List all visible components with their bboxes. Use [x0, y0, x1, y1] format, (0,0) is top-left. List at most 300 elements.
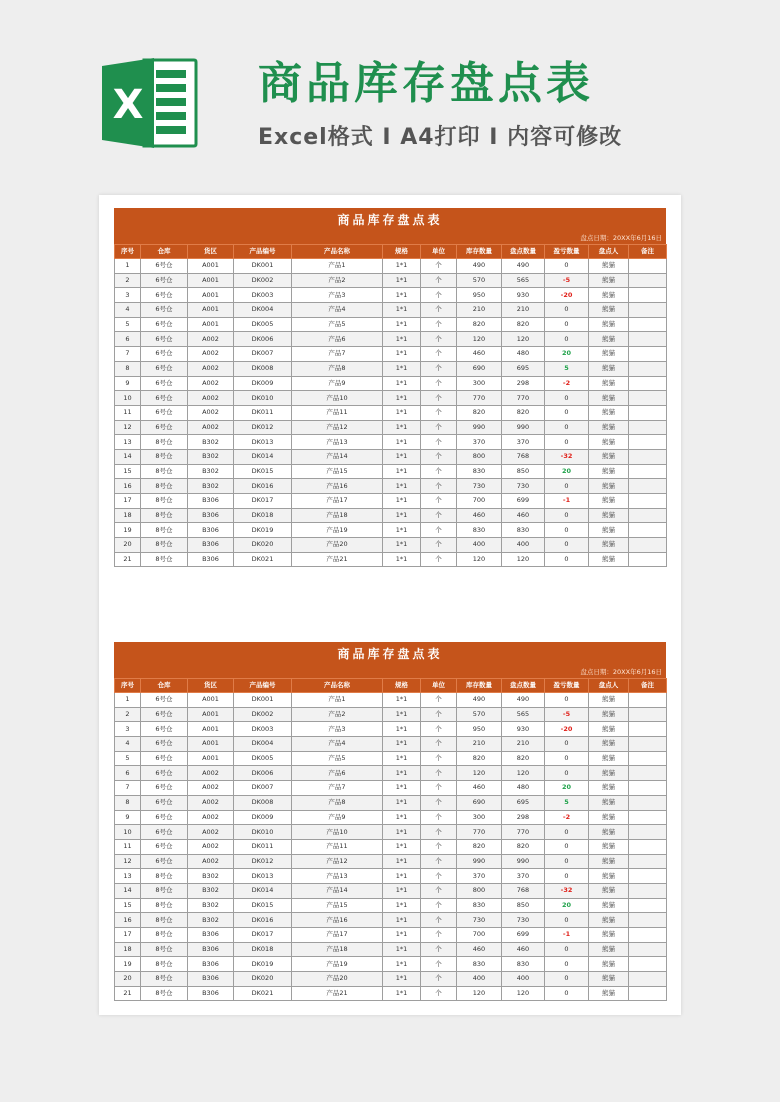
cell-diff-qty: 0	[545, 737, 589, 752]
table-row	[115, 942, 667, 957]
cell-diff-qty: 20	[545, 347, 589, 362]
cell-index: 16	[115, 479, 141, 494]
table-row	[115, 552, 667, 567]
cell-counter: 熊猫	[589, 913, 629, 928]
cell-unit: 个	[421, 303, 457, 318]
cell-count-qty: 480	[502, 781, 545, 796]
cell-remark	[629, 508, 667, 523]
column-header-stock-qty: 库存数量	[457, 679, 502, 693]
cell-zone: B302	[188, 449, 234, 464]
cell-spec: 1*1	[383, 435, 421, 450]
cell-warehouse: 8号仓	[141, 869, 188, 884]
cell-stock-qty: 950	[457, 722, 502, 737]
cell-count-qty: 210	[502, 737, 545, 752]
table-row	[115, 347, 667, 362]
cell-spec: 1*1	[383, 898, 421, 913]
cell-zone: A001	[188, 722, 234, 737]
cell-count-qty: 830	[502, 957, 545, 972]
cell-spec: 1*1	[383, 869, 421, 884]
table-row	[115, 523, 667, 538]
cell-counter: 熊猫	[589, 273, 629, 288]
cell-warehouse: 6号仓	[141, 376, 188, 391]
cell-product-code: DK009	[234, 376, 292, 391]
table-row	[115, 273, 667, 288]
inventory-sheet-2	[114, 642, 666, 1001]
table-row	[115, 795, 667, 810]
cell-diff-qty: 0	[545, 435, 589, 450]
column-header-unit: 单位	[421, 679, 457, 693]
cell-index: 10	[115, 825, 141, 840]
cell-diff-qty: 0	[545, 538, 589, 553]
cell-warehouse: 8号仓	[141, 449, 188, 464]
cell-count-qty: 850	[502, 898, 545, 913]
cell-spec: 1*1	[383, 928, 421, 943]
cell-unit: 个	[421, 693, 457, 708]
cell-index: 20	[115, 972, 141, 987]
cell-warehouse: 6号仓	[141, 722, 188, 737]
column-header-diff-qty: 盈亏数量	[545, 245, 589, 259]
table-row	[115, 464, 667, 479]
cell-diff-qty: 0	[545, 303, 589, 318]
cell-diff-qty: -1	[545, 928, 589, 943]
cell-product-code: DK012	[234, 420, 292, 435]
cell-warehouse: 6号仓	[141, 825, 188, 840]
cell-remark	[629, 722, 667, 737]
cell-diff-qty: 20	[545, 781, 589, 796]
cell-zone: A001	[188, 707, 234, 722]
cell-zone: A002	[188, 376, 234, 391]
cell-index: 4	[115, 303, 141, 318]
table-row	[115, 693, 667, 708]
table-row	[115, 722, 667, 737]
cell-zone: B302	[188, 435, 234, 450]
cell-unit: 个	[421, 707, 457, 722]
cell-count-qty: 820	[502, 839, 545, 854]
cell-zone: B306	[188, 552, 234, 567]
cell-zone: A001	[188, 751, 234, 766]
cell-count-qty: 400	[502, 538, 545, 553]
cell-unit: 个	[421, 288, 457, 303]
cell-remark	[629, 332, 667, 347]
cell-index: 18	[115, 942, 141, 957]
cell-zone: A001	[188, 273, 234, 288]
cell-product-code: DK008	[234, 361, 292, 376]
table-row	[115, 376, 667, 391]
cell-stock-qty: 820	[457, 751, 502, 766]
cell-stock-qty: 400	[457, 972, 502, 987]
cell-warehouse: 8号仓	[141, 523, 188, 538]
cell-diff-qty: -1	[545, 494, 589, 509]
cell-product-code: DK021	[234, 552, 292, 567]
cell-stock-qty: 210	[457, 303, 502, 318]
cell-zone: A002	[188, 420, 234, 435]
cell-unit: 个	[421, 766, 457, 781]
table-row	[115, 494, 667, 509]
table-row	[115, 303, 667, 318]
cell-product-name: 产品10	[292, 825, 383, 840]
cell-product-name: 产品15	[292, 464, 383, 479]
column-header-remark: 备注	[629, 245, 667, 259]
cell-unit: 个	[421, 391, 457, 406]
cell-product-code: DK007	[234, 347, 292, 362]
cell-count-qty: 695	[502, 795, 545, 810]
cell-diff-qty: 0	[545, 405, 589, 420]
cell-stock-qty: 990	[457, 854, 502, 869]
table-row	[115, 972, 667, 987]
cell-count-qty: 565	[502, 707, 545, 722]
cell-diff-qty: 0	[545, 766, 589, 781]
cell-product-code: DK004	[234, 737, 292, 752]
cell-spec: 1*1	[383, 376, 421, 391]
cell-stock-qty: 800	[457, 449, 502, 464]
cell-zone: B306	[188, 986, 234, 1001]
cell-warehouse: 6号仓	[141, 288, 188, 303]
cell-counter: 熊猫	[589, 405, 629, 420]
cell-diff-qty: 0	[545, 972, 589, 987]
cell-remark	[629, 883, 667, 898]
table-row	[115, 957, 667, 972]
cell-diff-qty: 0	[545, 479, 589, 494]
cell-spec: 1*1	[383, 479, 421, 494]
cell-index: 18	[115, 508, 141, 523]
cell-diff-qty: 0	[545, 332, 589, 347]
cell-unit: 个	[421, 737, 457, 752]
cell-remark	[629, 464, 667, 479]
cell-diff-qty: -2	[545, 810, 589, 825]
cell-remark	[629, 928, 667, 943]
cell-index: 9	[115, 376, 141, 391]
cell-counter: 熊猫	[589, 303, 629, 318]
cell-count-qty: 930	[502, 288, 545, 303]
cell-unit: 个	[421, 538, 457, 553]
cell-index: 4	[115, 737, 141, 752]
cell-diff-qty: 0	[545, 259, 589, 274]
cell-unit: 个	[421, 839, 457, 854]
cell-count-qty: 400	[502, 972, 545, 987]
cell-spec: 1*1	[383, 523, 421, 538]
cell-count-qty: 480	[502, 347, 545, 362]
cell-diff-qty: 20	[545, 898, 589, 913]
table-row	[115, 869, 667, 884]
cell-diff-qty: -5	[545, 707, 589, 722]
cell-product-code: DK002	[234, 273, 292, 288]
cell-stock-qty: 770	[457, 825, 502, 840]
cell-index: 8	[115, 361, 141, 376]
cell-zone: A002	[188, 361, 234, 376]
cell-count-qty: 210	[502, 303, 545, 318]
cell-index: 17	[115, 494, 141, 509]
column-header-warehouse: 仓库	[141, 245, 188, 259]
cell-remark	[629, 259, 667, 274]
cell-zone: B306	[188, 957, 234, 972]
cell-product-name: 产品7	[292, 347, 383, 362]
cell-diff-qty: 5	[545, 361, 589, 376]
cell-spec: 1*1	[383, 508, 421, 523]
cell-product-code: DK017	[234, 494, 292, 509]
cell-unit: 个	[421, 405, 457, 420]
cell-warehouse: 6号仓	[141, 839, 188, 854]
column-header-product-name: 产品名称	[292, 245, 383, 259]
cell-count-qty: 298	[502, 810, 545, 825]
cell-warehouse: 6号仓	[141, 766, 188, 781]
cell-unit: 个	[421, 332, 457, 347]
cell-index: 8	[115, 795, 141, 810]
cell-product-code: DK017	[234, 928, 292, 943]
cell-count-qty: 830	[502, 523, 545, 538]
cell-product-code: DK009	[234, 810, 292, 825]
cell-spec: 1*1	[383, 972, 421, 987]
cell-unit: 个	[421, 479, 457, 494]
cell-product-name: 产品17	[292, 928, 383, 943]
cell-product-name: 产品2	[292, 273, 383, 288]
cell-product-code: DK021	[234, 986, 292, 1001]
cell-spec: 1*1	[383, 420, 421, 435]
cell-count-qty: 460	[502, 942, 545, 957]
cell-product-code: DK004	[234, 303, 292, 318]
table-row	[115, 707, 667, 722]
cell-unit: 个	[421, 928, 457, 943]
cell-product-name: 产品4	[292, 737, 383, 752]
cell-warehouse: 8号仓	[141, 986, 188, 1001]
cell-zone: B302	[188, 898, 234, 913]
cell-count-qty: 370	[502, 435, 545, 450]
cell-remark	[629, 494, 667, 509]
cell-diff-qty: 0	[545, 317, 589, 332]
cell-product-name: 产品6	[292, 766, 383, 781]
cell-counter: 熊猫	[589, 538, 629, 553]
table-row	[115, 737, 667, 752]
cell-spec: 1*1	[383, 464, 421, 479]
cell-product-name: 产品13	[292, 869, 383, 884]
cell-warehouse: 6号仓	[141, 405, 188, 420]
cell-diff-qty: 5	[545, 795, 589, 810]
cell-spec: 1*1	[383, 361, 421, 376]
cell-product-code: DK020	[234, 538, 292, 553]
cell-warehouse: 8号仓	[141, 552, 188, 567]
table-row	[115, 898, 667, 913]
cell-remark	[629, 449, 667, 464]
cell-product-code: DK003	[234, 722, 292, 737]
cell-index: 12	[115, 420, 141, 435]
cell-spec: 1*1	[383, 494, 421, 509]
cell-zone: B302	[188, 464, 234, 479]
cell-unit: 个	[421, 449, 457, 464]
cell-stock-qty: 210	[457, 737, 502, 752]
table-row	[115, 449, 667, 464]
cell-counter: 熊猫	[589, 972, 629, 987]
cell-counter: 熊猫	[589, 883, 629, 898]
cell-count-qty: 730	[502, 479, 545, 494]
cell-spec: 1*1	[383, 538, 421, 553]
cell-index: 2	[115, 707, 141, 722]
cell-product-name: 产品21	[292, 986, 383, 1001]
cell-zone: A002	[188, 332, 234, 347]
cell-remark	[629, 405, 667, 420]
cell-count-qty: 460	[502, 508, 545, 523]
cell-remark	[629, 376, 667, 391]
cell-remark	[629, 288, 667, 303]
cell-zone: B306	[188, 494, 234, 509]
cell-counter: 熊猫	[589, 942, 629, 957]
cell-stock-qty: 570	[457, 707, 502, 722]
cell-warehouse: 6号仓	[141, 420, 188, 435]
cell-stock-qty: 820	[457, 839, 502, 854]
cell-stock-qty: 370	[457, 869, 502, 884]
cell-counter: 熊猫	[589, 332, 629, 347]
cell-product-code: DK010	[234, 391, 292, 406]
cell-warehouse: 8号仓	[141, 464, 188, 479]
cell-spec: 1*1	[383, 693, 421, 708]
table-row	[115, 825, 667, 840]
cell-product-name: 产品9	[292, 376, 383, 391]
cell-product-name: 产品16	[292, 479, 383, 494]
cell-zone: B306	[188, 928, 234, 943]
cell-counter: 熊猫	[589, 839, 629, 854]
sheet-date: 盘点日期：20XX年6月16日	[114, 666, 666, 678]
cell-zone: A001	[188, 259, 234, 274]
cell-product-code: DK011	[234, 405, 292, 420]
cell-warehouse: 6号仓	[141, 391, 188, 406]
cell-count-qty: 768	[502, 883, 545, 898]
cell-unit: 个	[421, 825, 457, 840]
cell-zone: B306	[188, 972, 234, 987]
cell-stock-qty: 460	[457, 347, 502, 362]
sheet-title: 商品库存盘点表	[114, 208, 666, 232]
cell-index: 5	[115, 317, 141, 332]
inventory-table	[114, 678, 667, 1001]
cell-counter: 熊猫	[589, 810, 629, 825]
cell-count-qty: 850	[502, 464, 545, 479]
cell-unit: 个	[421, 420, 457, 435]
cell-diff-qty: 20	[545, 464, 589, 479]
cell-index: 1	[115, 259, 141, 274]
cell-unit: 个	[421, 883, 457, 898]
cell-product-name: 产品20	[292, 972, 383, 987]
cell-stock-qty: 570	[457, 273, 502, 288]
cell-index: 19	[115, 523, 141, 538]
cell-warehouse: 8号仓	[141, 972, 188, 987]
cell-zone: B306	[188, 508, 234, 523]
cell-counter: 熊猫	[589, 361, 629, 376]
cell-unit: 个	[421, 347, 457, 362]
cell-product-code: DK012	[234, 854, 292, 869]
cell-remark	[629, 273, 667, 288]
cell-diff-qty: 0	[545, 957, 589, 972]
cell-diff-qty: 0	[545, 942, 589, 957]
column-header-diff-qty: 盈亏数量	[545, 679, 589, 693]
cell-product-name: 产品5	[292, 317, 383, 332]
cell-remark	[629, 913, 667, 928]
column-header-product-code: 产品编号	[234, 245, 292, 259]
cell-index: 6	[115, 332, 141, 347]
cell-diff-qty: 0	[545, 523, 589, 538]
cell-unit: 个	[421, 942, 457, 957]
sheet-date: 盘点日期：20XX年6月16日	[114, 232, 666, 244]
cell-spec: 1*1	[383, 303, 421, 318]
cell-remark	[629, 391, 667, 406]
cell-count-qty: 699	[502, 928, 545, 943]
cell-stock-qty: 370	[457, 435, 502, 450]
cell-counter: 熊猫	[589, 435, 629, 450]
cell-stock-qty: 820	[457, 317, 502, 332]
cell-spec: 1*1	[383, 810, 421, 825]
cell-index: 13	[115, 869, 141, 884]
cell-zone: B302	[188, 869, 234, 884]
cell-spec: 1*1	[383, 405, 421, 420]
cell-stock-qty: 700	[457, 494, 502, 509]
cell-spec: 1*1	[383, 795, 421, 810]
cell-warehouse: 6号仓	[141, 693, 188, 708]
excel-logo-icon	[100, 56, 198, 150]
page-title: 商品库存盘点表	[258, 58, 594, 109]
cell-unit: 个	[421, 986, 457, 1001]
cell-stock-qty: 120	[457, 552, 502, 567]
cell-index: 17	[115, 928, 141, 943]
column-header-count-qty: 盘点数量	[502, 679, 545, 693]
cell-count-qty: 820	[502, 751, 545, 766]
table-row	[115, 810, 667, 825]
cell-spec: 1*1	[383, 854, 421, 869]
cell-remark	[629, 810, 667, 825]
cell-product-name: 产品10	[292, 391, 383, 406]
cell-product-name: 产品9	[292, 810, 383, 825]
cell-spec: 1*1	[383, 722, 421, 737]
column-header-count-qty: 盘点数量	[502, 245, 545, 259]
cell-diff-qty: 0	[545, 839, 589, 854]
cell-unit: 个	[421, 957, 457, 972]
cell-product-code: DK001	[234, 259, 292, 274]
cell-stock-qty: 460	[457, 781, 502, 796]
cell-count-qty: 370	[502, 869, 545, 884]
cell-spec: 1*1	[383, 391, 421, 406]
column-header-product-name: 产品名称	[292, 679, 383, 693]
cell-zone: A001	[188, 737, 234, 752]
cell-zone: B306	[188, 523, 234, 538]
cell-warehouse: 8号仓	[141, 957, 188, 972]
sheet-title: 商品库存盘点表	[114, 642, 666, 666]
column-header-remark: 备注	[629, 679, 667, 693]
cell-count-qty: 930	[502, 722, 545, 737]
table-row	[115, 883, 667, 898]
cell-zone: B302	[188, 913, 234, 928]
cell-spec: 1*1	[383, 707, 421, 722]
cell-warehouse: 6号仓	[141, 810, 188, 825]
cell-unit: 个	[421, 317, 457, 332]
cell-count-qty: 120	[502, 986, 545, 1001]
cell-spec: 1*1	[383, 825, 421, 840]
cell-product-code: DK018	[234, 942, 292, 957]
cell-warehouse: 6号仓	[141, 781, 188, 796]
cell-product-name: 产品1	[292, 259, 383, 274]
cell-count-qty: 120	[502, 766, 545, 781]
cell-product-code: DK007	[234, 781, 292, 796]
table-row	[115, 420, 667, 435]
cell-count-qty: 490	[502, 693, 545, 708]
cell-zone: B306	[188, 538, 234, 553]
cell-product-name: 产品12	[292, 854, 383, 869]
cell-spec: 1*1	[383, 347, 421, 362]
cell-unit: 个	[421, 751, 457, 766]
cell-diff-qty: 0	[545, 854, 589, 869]
cell-unit: 个	[421, 913, 457, 928]
cell-product-code: DK003	[234, 288, 292, 303]
column-header-spec: 规格	[383, 245, 421, 259]
column-header-unit: 单位	[421, 245, 457, 259]
table-header-row	[115, 245, 667, 259]
cell-stock-qty: 490	[457, 259, 502, 274]
cell-diff-qty: -20	[545, 722, 589, 737]
cell-product-name: 产品8	[292, 361, 383, 376]
